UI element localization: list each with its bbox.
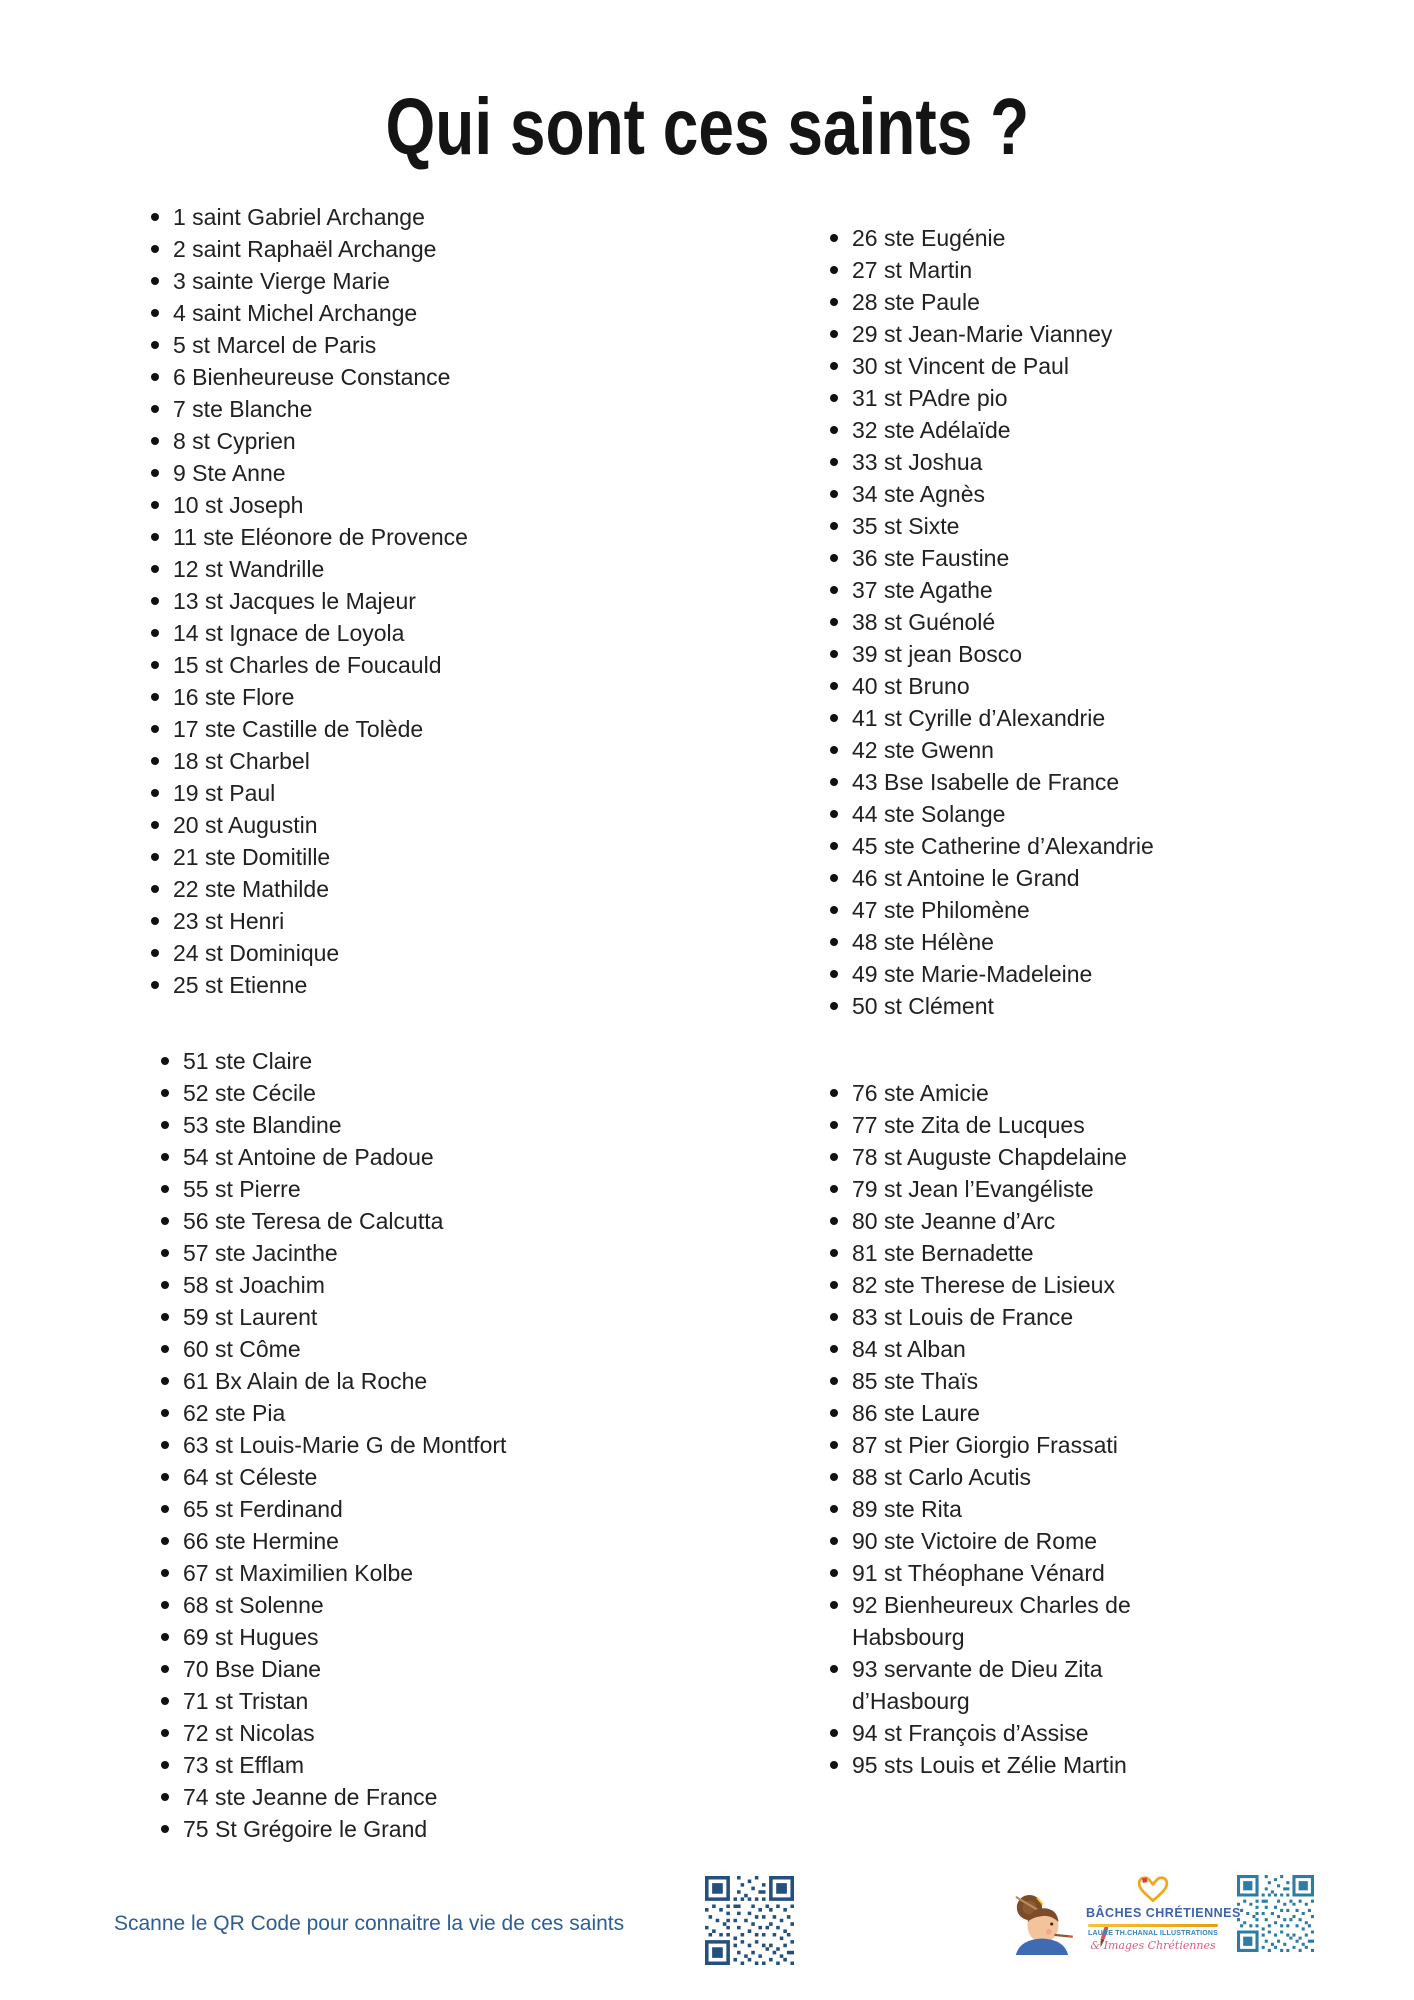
list-item: 36 ste Faustine	[827, 542, 1157, 574]
list-item: 28 ste Paule	[827, 286, 1157, 318]
list-item: 14 st Ignace de Loyola	[148, 617, 568, 649]
list-item: 95 sts Louis et Zélie Martin	[827, 1749, 1157, 1781]
list-item: 18 st Charbel	[148, 745, 568, 777]
list-item: 31 st PAdre pio	[827, 382, 1157, 414]
list-item: 26 ste Eugénie	[827, 222, 1157, 254]
list-item: 45 ste Catherine d’Alexandrie	[827, 830, 1157, 862]
list-item: 48 ste Hélène	[827, 926, 1157, 958]
list-item: 8 st Cyprien	[148, 425, 568, 457]
list-item: 67 st Maximilien Kolbe	[158, 1557, 558, 1589]
list-item: 65 st Ferdinand	[158, 1493, 558, 1525]
list-item: 27 st Martin	[827, 254, 1157, 286]
qr-code-icon	[705, 1876, 794, 1965]
list-item: 29 st Jean-Marie Vianney	[827, 318, 1157, 350]
list-item: 85 ste Thaïs	[827, 1365, 1157, 1397]
list-item: 21 ste Domitille	[148, 841, 568, 873]
list-item: 9 Ste Anne	[148, 457, 568, 489]
list-item: 35 st Sixte	[827, 510, 1157, 542]
list-item: 66 ste Hermine	[158, 1525, 558, 1557]
list-item: 88 st Carlo Acutis	[827, 1461, 1157, 1493]
list-item: 40 st Bruno	[827, 670, 1157, 702]
list-item: 83 st Louis de France	[827, 1301, 1157, 1333]
saints-list-1-25	[148, 201, 568, 1001]
list-item: 7 ste Blanche	[148, 393, 568, 425]
list-item: 61 Bx Alain de la Roche	[158, 1365, 558, 1397]
list-item: 63 st Louis-Marie G de Montfort	[158, 1429, 558, 1461]
list-item: 33 st Joshua	[827, 446, 1157, 478]
list-item: 13 st Jacques le Majeur	[148, 585, 568, 617]
list-item: 82 ste Therese de Lisieux	[827, 1269, 1157, 1301]
list-item: 20 st Augustin	[148, 809, 568, 841]
qr-code-icon	[1237, 1875, 1314, 1952]
saints-list-51-75	[158, 1045, 558, 1845]
saints-list-76-95	[827, 1077, 1157, 1781]
list-item: 38 st Guénolé	[827, 606, 1157, 638]
list-item: 15 st Charles de Foucauld	[148, 649, 568, 681]
list-item: 34 ste Agnès	[827, 478, 1157, 510]
list-item: 73 st Efflam	[158, 1749, 558, 1781]
list-item: 91 st Théophane Vénard	[827, 1557, 1157, 1589]
list-item: 42 ste Gwenn	[827, 734, 1157, 766]
list-item: 77 ste Zita de Lucques	[827, 1109, 1157, 1141]
list-item: 84 st Alban	[827, 1333, 1157, 1365]
list-item: 12 st Wandrille	[148, 553, 568, 585]
list-item: 49 ste Marie-Madeleine	[827, 958, 1157, 990]
list-item: 25 st Etienne	[148, 969, 568, 1001]
list-item: 86 ste Laure	[827, 1397, 1157, 1429]
logo-tagline: LAURE TH.CHANAL ILLUSTRATIONS	[1088, 1930, 1218, 1937]
list-item: 78 st Auguste Chapdelaine	[827, 1141, 1157, 1173]
list-item: 10 st Joseph	[148, 489, 568, 521]
list-item: 59 st Laurent	[158, 1301, 558, 1333]
list-item: 24 st Dominique	[148, 937, 568, 969]
list-item: 51 ste Claire	[158, 1045, 558, 1077]
list-item: 69 st Hugues	[158, 1621, 558, 1653]
list-item: 54 st Antoine de Padoue	[158, 1141, 558, 1173]
list-item: 4 saint Michel Archange	[148, 297, 568, 329]
scan-instruction: Scanne le QR Code pour connaitre la vie de ces saints	[114, 1912, 625, 1935]
list-item: 43 Bse Isabelle de France	[827, 766, 1157, 798]
list-item: 30 st Vincent de Paul	[827, 350, 1157, 382]
list-item: 1 saint Gabriel Archange	[148, 201, 568, 233]
list-item: 80 ste Jeanne d’Arc	[827, 1205, 1157, 1237]
list-item: 52 ste Cécile	[158, 1077, 558, 1109]
list-item: 5 st Marcel de Paris	[148, 329, 568, 361]
list-item: 64 st Céleste	[158, 1461, 558, 1493]
list-item: 79 st Jean l’Evangéliste	[827, 1173, 1157, 1205]
list-item: 81 ste Bernadette	[827, 1237, 1157, 1269]
list-item: 93 servante de Dieu Zita d’Hasbourg	[827, 1653, 1157, 1717]
list-item: 72 st Nicolas	[158, 1717, 558, 1749]
list-item: 74 ste Jeanne de France	[158, 1781, 558, 1813]
list-item: 50 st Clément	[827, 990, 1157, 1022]
list-item: 58 st Joachim	[158, 1269, 558, 1301]
list-item: 17 ste Castille de Tolède	[148, 713, 568, 745]
list-item: 94 st François d’Assise	[827, 1717, 1157, 1749]
list-item: 16 ste Flore	[148, 681, 568, 713]
list-item: 71 st Tristan	[158, 1685, 558, 1717]
baches-chretiennes-logo	[1086, 1872, 1241, 1972]
list-item: 53 ste Blandine	[158, 1109, 558, 1141]
list-item: 70 Bse Diane	[158, 1653, 558, 1685]
list-item: 92 Bienheureux Charles de Habsbourg	[827, 1589, 1157, 1653]
list-item: 76 ste Amicie	[827, 1077, 1157, 1109]
list-item: 11 ste Eléonore de Provence	[148, 521, 568, 553]
saints-list-26-50	[827, 222, 1157, 1022]
logo-underline	[1088, 1924, 1218, 1927]
list-item: 46 st Antoine le Grand	[827, 862, 1157, 894]
list-item: 2 saint Raphaël Archange	[148, 233, 568, 265]
list-item: 60 st Côme	[158, 1333, 558, 1365]
heart-icon	[1135, 1874, 1171, 1904]
list-item: 19 st Paul	[148, 777, 568, 809]
list-item: 89 ste Rita	[827, 1493, 1157, 1525]
list-item: 90 ste Victoire de Rome	[827, 1525, 1157, 1557]
list-item: 37 ste Agathe	[827, 574, 1157, 606]
list-item: 44 ste Solange	[827, 798, 1157, 830]
list-item: 39 st jean Bosco	[827, 638, 1157, 670]
list-item: 3 sainte Vierge Marie	[148, 265, 568, 297]
list-item: 62 ste Pia	[158, 1397, 558, 1429]
logo-script-text: & Images Chrétiennes	[1090, 1939, 1216, 1952]
list-item: 22 ste Mathilde	[148, 873, 568, 905]
list-item: 23 st Henri	[148, 905, 568, 937]
list-item: 6 Bienheureuse Constance	[148, 361, 568, 393]
list-item: 47 ste Philomène	[827, 894, 1157, 926]
list-item: 75 St Grégoire le Grand	[158, 1813, 558, 1845]
woman-painter-icon	[1008, 1893, 1076, 1955]
list-item: 57 ste Jacinthe	[158, 1237, 558, 1269]
logo-brand-name: BÂCHES CHRÉTIENNES	[1086, 1906, 1241, 1920]
list-item: 87 st Pier Giorgio Frassati	[827, 1429, 1157, 1461]
page-title: Qui sont ces saints ?	[385, 82, 1029, 172]
list-item: 41 st Cyrille d’Alexandrie	[827, 702, 1157, 734]
list-item: 68 st Solenne	[158, 1589, 558, 1621]
list-item: 56 ste Teresa de Calcutta	[158, 1205, 558, 1237]
list-item: 32 ste Adélaïde	[827, 414, 1157, 446]
list-item: 55 st Pierre	[158, 1173, 558, 1205]
